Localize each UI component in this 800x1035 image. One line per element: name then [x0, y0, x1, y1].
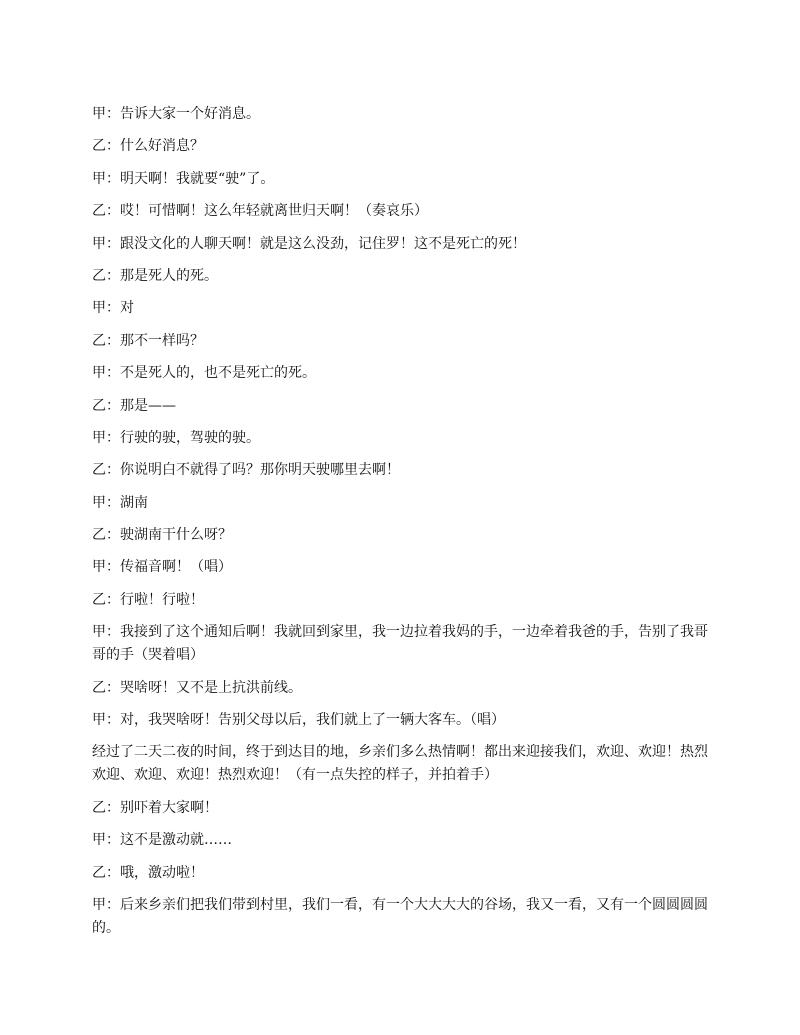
dialogue-line: 甲：后来乡亲们把我们带到村里，我们一看，有一个大大大大的谷场，我又一看，又有一个圆圆圆圆的。: [92, 896, 708, 936]
dialogue-line: 甲：明天啊！我就要“驶”了。: [92, 170, 275, 187]
dialogue-line: 乙：那是死人的死。: [92, 267, 218, 284]
dialogue-line: 乙：你说明白不就得了吗？那你明天驶哪里去啊！: [92, 462, 400, 479]
dialogue-line: 甲：跟没文化的人聊天啊！就是这么没劲，记住罗！这不是死亡的死！: [92, 235, 526, 252]
dialogue-line: 甲：不是死人的，也不是死亡的死。: [92, 365, 316, 382]
dialogue-line: 甲：告诉大家一个好消息。: [92, 106, 260, 122]
dialogue-line: 乙：那是——: [92, 397, 176, 414]
dialogue-line: 甲：我接到了这个通知后啊！我就回到家里，我一边拉着我妈的手，一边牵着我爸的手，告别了我哥哥的手（哭着唱）: [92, 624, 708, 664]
dialogue-line: 乙：行啦！行啦！: [92, 591, 204, 608]
narration-paragraph: 经过了二天二夜的时间，终于到达目的地，乡亲们多么热情啊！都出来迎接我们，欢迎、欢迎！热烈欢迎、欢迎、欢迎！热烈欢迎！（有一点失控的样子，并拍着手）: [92, 744, 708, 784]
dialogue-line: 乙：哦，激动啦！: [92, 864, 204, 881]
dialogue-line: 乙：哭啥呀！又不是上抗洪前线。: [92, 679, 302, 696]
dialogue-line: 甲：行驶的驶，驾驶的驶。: [92, 429, 260, 446]
dialogue-line: 甲：湖南: [92, 494, 148, 511]
dialogue-text: [92, 103, 714, 949]
dialogue-line: 乙：别吓着大家啊！: [92, 799, 218, 816]
dialogue-line: 甲：对: [92, 300, 134, 317]
dialogue-line: 乙：哎！可惜啊！这么年轻就离世归天啊！（奏哀乐）: [92, 203, 428, 220]
dialogue-line: 甲：对，我哭啥呀！告别父母以后，我们就上了一辆大客车。（唱）: [92, 712, 505, 729]
dialogue-line: 乙：那不一样吗？: [92, 332, 204, 349]
dialogue-line: 乙：驶湖南干什么呀？: [92, 527, 232, 544]
dialogue-line: 乙：什么好消息？: [92, 138, 204, 155]
dialogue-line: 甲：传福音啊！（唱）: [92, 559, 232, 576]
dialogue-line: 甲：这不是激动就……: [92, 832, 232, 849]
